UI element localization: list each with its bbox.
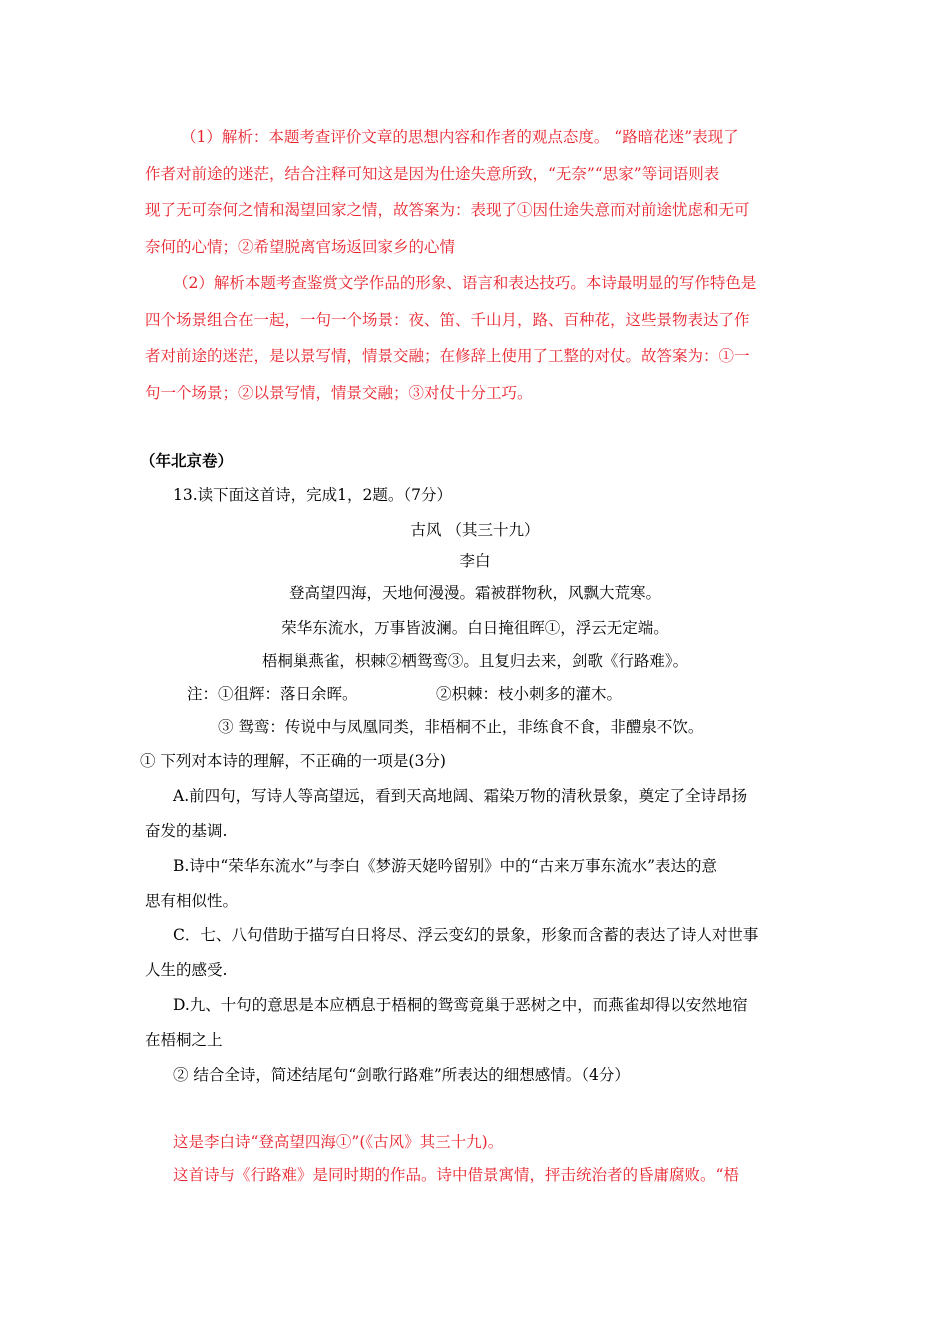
note-2: ②枳棘：枝小刺多的灌木。 — [436, 685, 623, 703]
analysis2-line1: （2）解析本题考查鉴赏文学作品的形象、语言和表达技巧。本诗最明显的写作特色是 — [173, 274, 757, 292]
question-intro: 13.读下面这首诗，完成1，2题。（7分） — [173, 486, 452, 504]
note-1: 注：①徂辉：落日余晖。 — [187, 685, 358, 703]
poem-line-2: 荣华东流水，万事皆波澜。白日掩徂晖①，浮云无定端。 — [281, 619, 669, 637]
q1-prompt: ① 下列对本诗的理解，不正确的一项是(3分) — [140, 752, 446, 770]
q1-option-b-line1: B.诗中“荣华东流水”与李白《梦游天姥吟留别》中的“古来万事东流水”表达的意 — [173, 857, 718, 875]
analysis2-line4: 句一个场景；②以景写情，情景交融；③对仗十分工巧。 — [145, 384, 533, 402]
analysis2-line2: 四个场景组合在一起，一句一个场景：夜、笛、千山月，路、百种花，这些景物表达了作 — [145, 311, 750, 329]
analysis1-line1: （1）解析：本题考查评价文章的思想内容和作者的观点态度。 “路暗花迷”表现了 — [181, 128, 739, 146]
q1-option-d-line1: D.九、十句的意思是本应栖息于梧桐的鸳鸾竟巢于恶树之中，而燕雀却得以安然地宿 — [173, 996, 748, 1014]
poem-author: 李白 — [459, 552, 491, 570]
poem-title: 古风 （其三十九） — [410, 521, 540, 539]
analysis1-line3: 现了无可奈何之情和渴望回家之情，故答案为：表现了①因仕途失意而对前途忧虑和无可 — [145, 201, 750, 219]
q1-option-b-line2: 思有相似性。 — [145, 892, 239, 910]
poem-line-3: 梧桐巢燕雀，枳棘②栖鸳鸾③。且复归去来，剑歌《行路难》。 — [261, 652, 689, 670]
answer-line1: 这是李白诗“登高望四海①”(《古风》其三十九)。 — [173, 1133, 504, 1151]
answer-line2: 这首诗与《行路难》是同时期的作品。诗中借景寓情，抨击统治者的昏庸腐败。“梧 — [173, 1166, 739, 1184]
note-3: ③ 鸳鸾：传说中与凤凰同类，非梧桐不止，非练食不食，非醴泉不饮。 — [218, 718, 704, 736]
q1-option-c-line1: C．七、八句借助于描写白日将尽、浮云变幻的景象，形象而含蓄的表达了诗人对世事 — [173, 926, 759, 944]
section-heading: （年北京卷） — [140, 451, 234, 470]
analysis1-line2: 作者对前途的迷茫，结合注释可知这是因为仕途失意所致，“无奈”“思家”等词语则表 — [145, 165, 720, 183]
poem-line-1: 登高望四海，天地何漫漫。霜被群物秋，风飘大荒寒。 — [288, 584, 661, 602]
q1-option-a-line2: 奋发的基调. — [145, 822, 228, 840]
analysis2-line3: 者对前途的迷茫，是以景写情，情景交融；在修辞上使用了工整的对仗。故答案为：①一 — [145, 347, 750, 365]
q2-prompt: ② 结合全诗，简述结尾句“剑歌行路难”所表达的细想感情。（4分） — [173, 1066, 630, 1084]
q1-option-a-line1: A.前四句，写诗人等高望远，看到天高地阔、霜染万物的清秋景象，奠定了全诗昂扬 — [173, 787, 748, 805]
q1-option-c-line2: 人生的感受. — [145, 961, 228, 979]
analysis1-line4: 奈何的心情；②希望脱离官场返回家乡的心情 — [145, 238, 456, 256]
q1-option-d-line2: 在梧桐之上 — [145, 1031, 223, 1049]
